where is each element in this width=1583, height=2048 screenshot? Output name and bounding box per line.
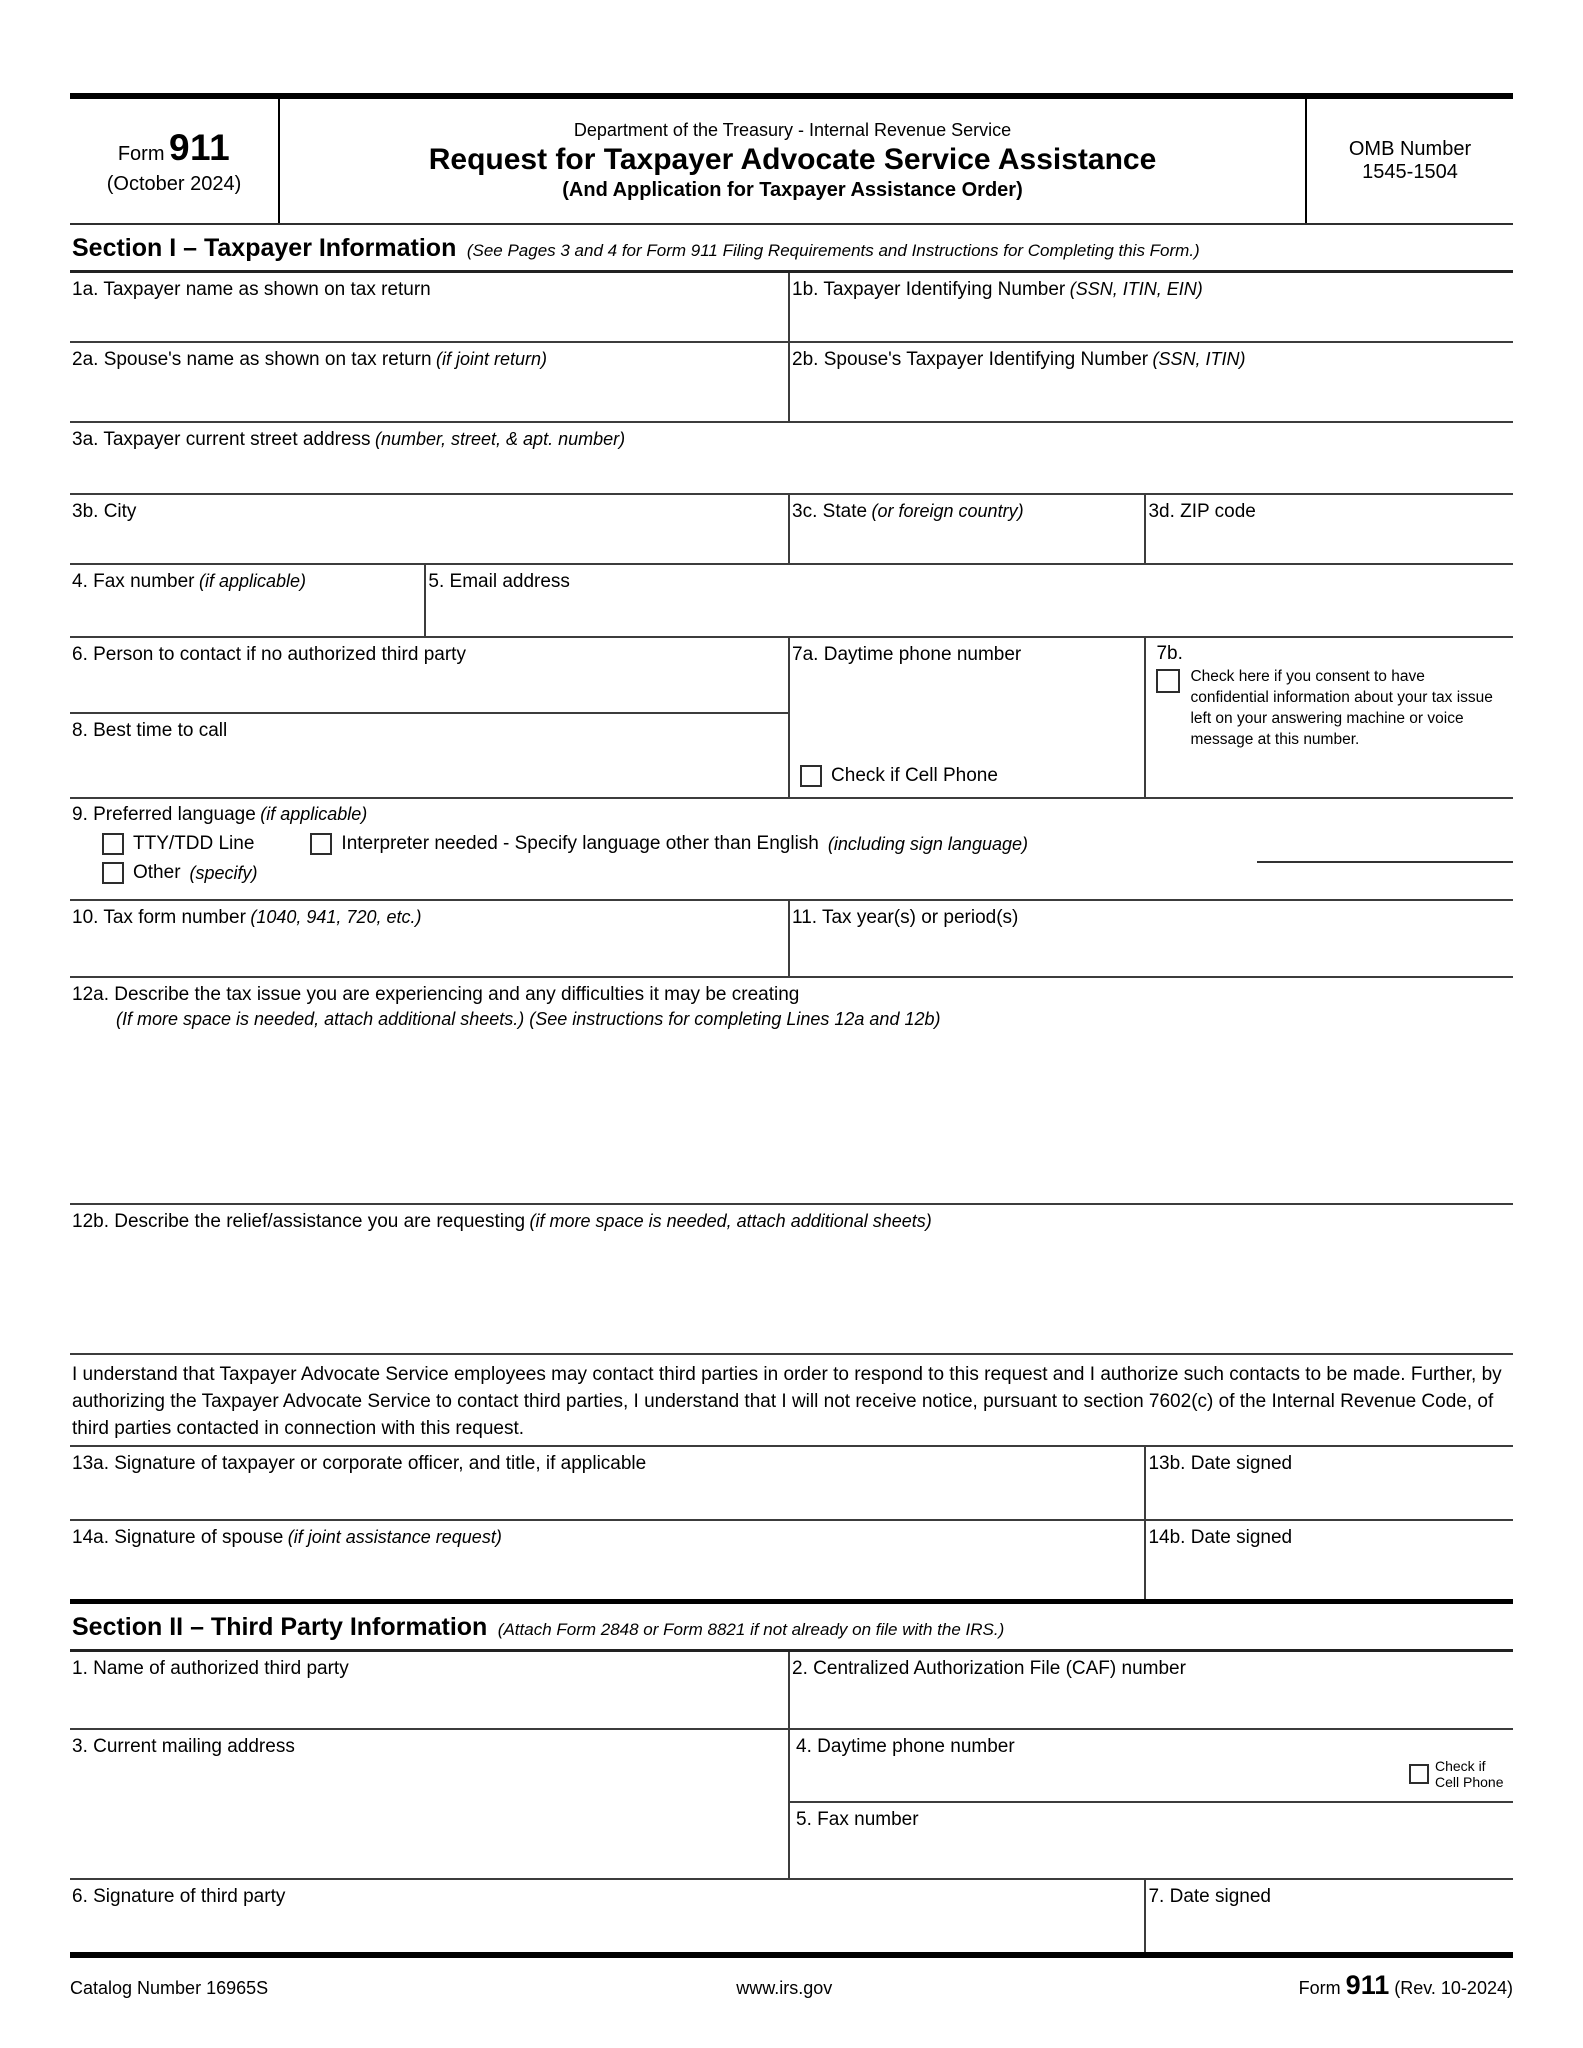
omb-box [1307,99,1513,223]
form-number: 911 [168,126,231,168]
row-s2-3-4-5 [70,1730,1513,1880]
other-language-checkbox[interactable] [102,862,124,884]
s2-cell-phone-checkbox[interactable] [1409,1764,1429,1784]
footer-form-id [1022,1970,1513,2001]
form-subtitle: (And Application for Taxpayer Assistance Order) [562,179,1023,201]
row-6-7-8 [70,638,1513,799]
section1-heading [70,225,1513,273]
row-authorization [70,1355,1513,1447]
field-2a-spouse-name[interactable]: 2a. Spouse's name as shown on tax return (if joint return) [70,343,790,421]
footer-form-label: Form [1298,1978,1341,1998]
field-4-fax[interactable]: 4. Fax number (if applicable) [70,565,426,636]
row-s2-1-2 [70,1652,1513,1730]
tty-tdd-checkbox[interactable] [102,833,124,855]
row-10-11 [70,901,1513,978]
page-footer [70,1958,1513,2001]
catalog-number: Catalog Number 16965S [70,1978,269,1998]
form-title: Request for Taxpayer Advocate Service Assistance [428,143,1157,176]
s2-cell-phone-check-group: Check if Cell Phone [1409,1758,1509,1790]
section2-note: (Attach Form 2848 or Form 8821 if not already on file with the IRS.) [497,1620,1005,1639]
row-13 [70,1447,1513,1521]
form-title-box [280,99,1307,223]
row-14 [70,1521,1513,1599]
field-12a-tax-issue[interactable]: 12a. Describe the tax issue you are experiencing and any difficulties it may be creating (If more space is needed, attach additional sheets.) (See instructions for completing Lines 12a and 12b) [72,984,941,1029]
form-header [70,93,1513,225]
footer-form-revision: (Rev. 10-2024) [1394,1978,1513,1998]
field-1b-taxpayer-tin[interactable]: 1b. Taxpayer Identifying Number (SSN, ITIN, EIN) [792,279,1203,300]
row-3b [70,495,1513,565]
field-12b-relief-requested[interactable]: 12b. Describe the relief/assistance you are requesting (if more space is needed, attach additional sheets) [72,1211,932,1232]
field-s2-6-third-party-signature[interactable]: 6. Signature of third party [70,1880,1146,1952]
irs-website: www.irs.gov [736,1978,833,1998]
field-13b-date-signed[interactable]: 13b. Date signed [1148,1453,1293,1474]
field-7a-daytime-phone[interactable]: 7a. Daytime phone number Check if Cell Phone [790,638,1146,797]
col-6-8 [70,638,790,797]
row-12a [70,978,1513,1205]
field-1a-taxpayer-name[interactable]: 1a. Taxpayer name as shown on tax return [70,273,790,341]
row-s2-6-7 [70,1880,1513,1952]
interpreter-checkbox[interactable] [310,833,332,855]
language-options-line2: Other (specify) [102,862,1509,884]
row-9 [70,799,1513,901]
field-13a-taxpayer-signature[interactable]: 13a. Signature of taxpayer or corporate officer, and title, if applicable [70,1447,1146,1519]
field-3a-street-address[interactable]: 3a. Taxpayer current street address (number, street, & apt. number) [72,429,626,450]
consent-checkbox[interactable] [1156,669,1180,693]
field-s2-4-daytime-phone[interactable]: 4. Daytime phone number Check if Cell Phone [790,1730,1513,1803]
footer-form-number: 911 [1345,1970,1390,2000]
form-number-box [70,99,280,223]
cell-phone-checkbox[interactable] [800,765,822,787]
field-s2-3-mailing-address[interactable]: 3. Current mailing address [70,1730,790,1878]
field-7b-consent: 7b. Check here if you consent to have confidential information about your tax issue left on your answering machine or voice message at this number. [1146,638,1513,797]
field-2b-spouse-tin[interactable]: 2b. Spouse's Taxpayer Identifying Number (SSN, ITIN) [792,349,1246,370]
row-12b [70,1205,1513,1355]
section1-title: Section I – Taxpayer Information [72,234,457,262]
field-3b-city[interactable]: 3b. City [70,495,790,563]
field-s2-1-third-party-name[interactable]: 1. Name of authorized third party [70,1652,790,1728]
field-5-email[interactable]: 5. Email address [428,571,570,592]
field-11-tax-years[interactable]: 11. Tax year(s) or period(s) [792,907,1019,928]
section1-note: (See Pages 3 and 4 for Form 911 Filing Requirements and Instructions for Completing this Form.) [466,241,1200,260]
field-9-preferred-language: 9. Preferred language (if applicable) TTY/TDD Line Interpreter needed - Specify language other than English (including sign language) Other (specify) [70,799,1513,899]
field-6-contact-person[interactable]: 6. Person to contact if no authorized third party [70,638,788,714]
authorization-paragraph: I understand that Taxpayer Advocate Service employees may contact third parties in order to respond to this request and I authorize such contacts to be made. Further, by authorizing the Taxpayer Advocate Service to contact third parties, I understand that I will not receive notice, pursuant to section 7602(c) of the Internal Revenue Code, of third parties contacted in connection with this request. [72,1364,1502,1439]
form-label: Form [117,142,165,165]
row-2 [70,343,1513,423]
field-14b-date-signed[interactable]: 14b. Date signed [1148,1527,1293,1548]
language-specify-line[interactable] [1257,861,1513,863]
field-14a-spouse-signature[interactable]: 14a. Signature of spouse (if joint assistance request) [70,1521,1146,1599]
col-s2-4-5 [790,1730,1513,1878]
language-options-line1: TTY/TDD Line Interpreter needed - Specify language other than English (including sign language) [102,833,1509,855]
omb-label: OMB Number [1348,138,1472,160]
field-3d-zip[interactable]: 3d. ZIP code [1148,501,1256,522]
omb-number: 1545-1504 [1362,161,1458,183]
consent-check-group: Check here if you consent to have confidential information about your tax issue left on your answering machine or voice message at this number. [1156,667,1505,751]
form-id [118,127,230,169]
department-line: Department of the Treasury - Internal Revenue Service [573,120,1012,140]
row-3a [70,423,1513,495]
field-10-tax-form-number[interactable]: 10. Tax form number (1040, 941, 720, etc.) [70,901,790,976]
row-4-5 [70,565,1513,638]
section2-heading [70,1599,1513,1652]
field-s2-5-fax[interactable]: 5. Fax number [796,1809,919,1830]
section2-title: Section II – Third Party Information [72,1613,488,1641]
row-1 [70,273,1513,343]
field-8-best-time[interactable]: 8. Best time to call [72,720,228,741]
form-revision: (October 2024) [106,172,242,195]
field-s2-2-caf-number[interactable]: 2. Centralized Authorization File (CAF) number [792,1658,1186,1679]
cell-phone-check-group: Check if Cell Phone [792,765,1140,787]
field-3c-state[interactable]: 3c. State (or foreign country) [790,495,1146,563]
field-s2-7-date-signed[interactable]: 7. Date signed [1148,1886,1271,1907]
